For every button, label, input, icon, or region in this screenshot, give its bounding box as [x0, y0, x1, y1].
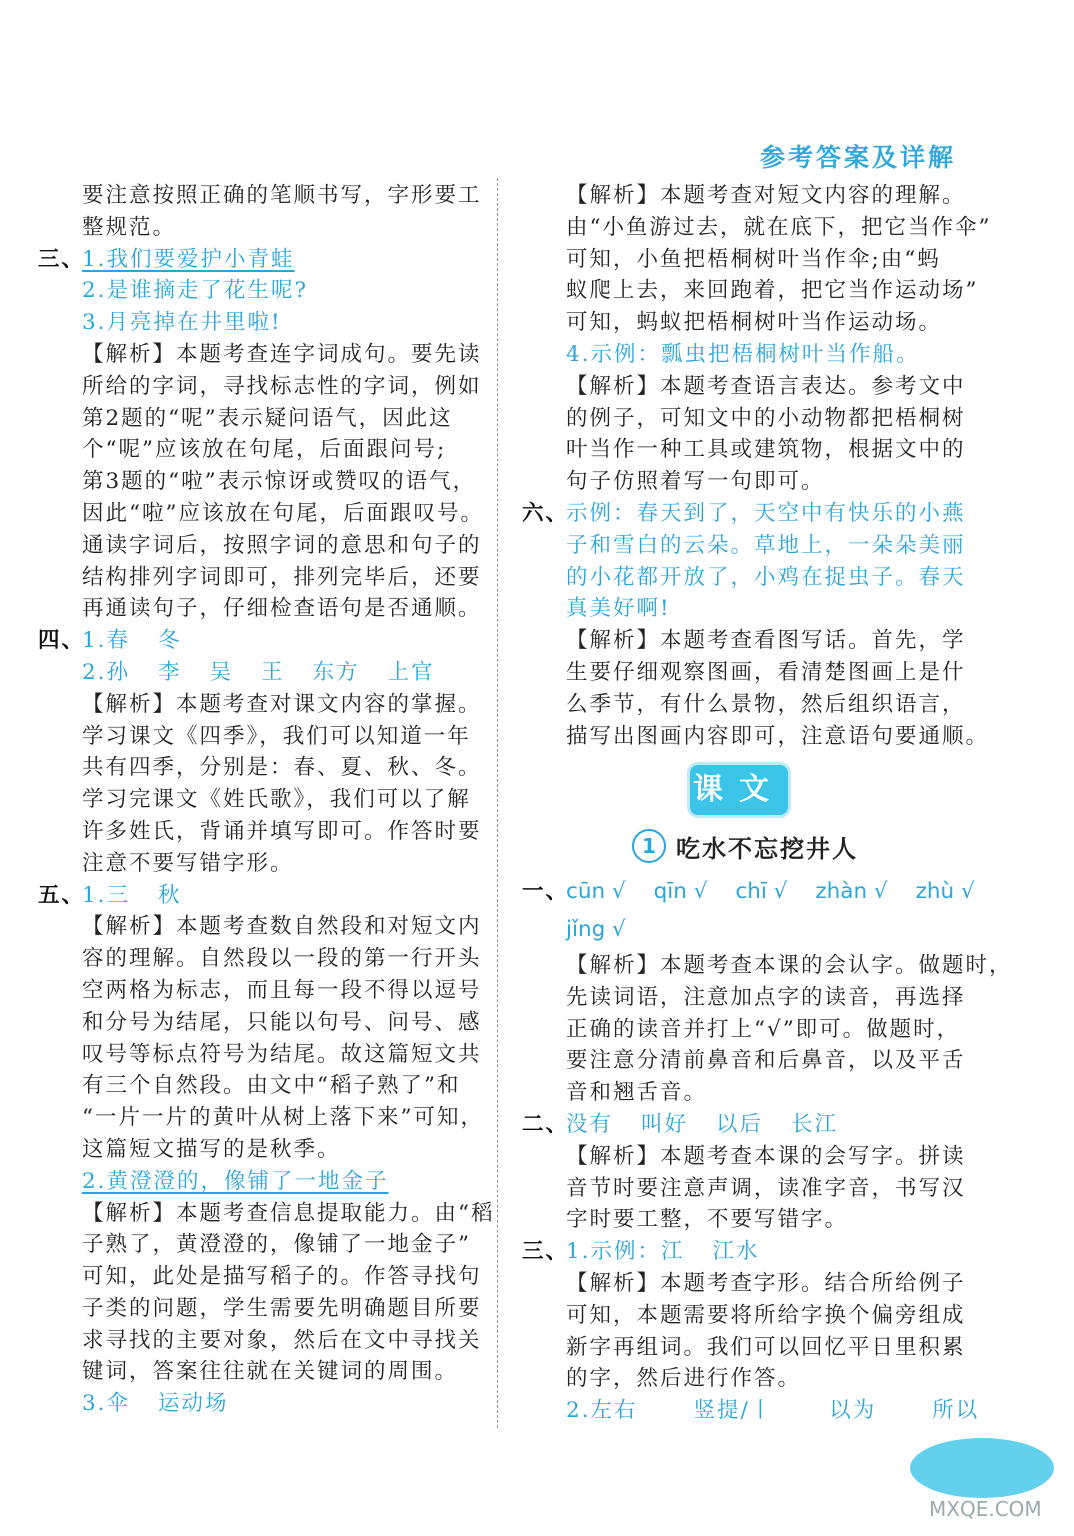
text-line: 第2题的“呢”表示疑问语气，因此这: [82, 405, 453, 431]
answer-word: 1.春: [82, 628, 131, 654]
text-line: 字时要工整，不要写错字。: [566, 1207, 849, 1233]
text-line: 【解析】本题考查看图写话。首先，学: [566, 628, 966, 654]
answer-line: 4.示例：瓢虫把梧桐树叶当作船。: [566, 341, 920, 367]
section-marker: 五、: [38, 882, 86, 908]
answer-word: 运动场: [158, 1391, 229, 1417]
answer-word: 东方: [312, 659, 360, 685]
answer-word: 王: [261, 659, 285, 685]
section-marker: 一、: [522, 879, 570, 904]
text-line: 结构排列字词即可，排列完毕后，还要: [82, 564, 482, 590]
text-line: 学习课文《四季》，我们可以知道一年: [82, 723, 471, 749]
text-line: 的字，然后进行作答。: [566, 1366, 802, 1392]
pinyin-answer: jǐng √: [566, 917, 626, 942]
pinyin-line: [522, 874, 975, 910]
answer-word: 长江: [791, 1111, 839, 1137]
text-line: 生要仔细观察图画，看清楚图画上是什: [566, 659, 966, 685]
answer-line: [38, 880, 478, 912]
answer-word: 秋: [158, 882, 182, 908]
text-line: 许多姓氏，背诵并填写即可。作答时要: [82, 818, 482, 844]
answer-word: 以为: [829, 1398, 877, 1424]
left-column: [38, 180, 495, 1420]
text-line: 求寻找的主要对象，然后在文中寻找关: [82, 1327, 482, 1353]
answer-text: 1.我们要爱护小青蛙: [82, 246, 295, 272]
text-line: 要注意分清前鼻音和后鼻音，以及平舌: [566, 1048, 966, 1074]
text-line: 音节时要注意声调，读准字音，书写汉: [566, 1175, 966, 1201]
lesson-number: 1: [632, 829, 666, 863]
text-line: 句子仿照着写一句即可。: [566, 469, 825, 495]
text-line: 【解析】本题考查数自然段和对短文内: [82, 914, 482, 940]
text-line: 描写出图画内容即可，注意语句要通顺。: [566, 723, 990, 749]
text-line: 先读词语，注意加点字的读音，再选择: [566, 984, 966, 1010]
text-line: 空两格为标志，而且每一段不得以逗号: [82, 977, 482, 1003]
text-line: 正确的读音并打上“√”即可。做题时，: [566, 1016, 961, 1042]
text-line: 个“呢”应该放在句尾，后面跟问号;: [82, 437, 447, 463]
answer-word: 3.伞: [82, 1391, 131, 1417]
answer-word: 所以: [932, 1398, 980, 1424]
answer-text: 2.黄澄澄的，像铺了一地金子: [82, 1168, 389, 1194]
text-line: 再通读句子，仔细检查语句是否通顺。: [82, 596, 482, 622]
answer-word: 1.示例：江: [566, 1239, 685, 1265]
pinyin-line: [522, 910, 962, 950]
answer-line: [522, 1236, 962, 1268]
lesson-title: 吃水不忘挖井人: [676, 834, 858, 863]
section-badge: 课文: [690, 765, 788, 815]
text-line: 【解析】本题考查对短文内容的理解。: [566, 183, 966, 208]
answer-word: 2.孙: [82, 659, 131, 685]
answer-line: 3.月亮掉在井里啦!: [82, 310, 282, 336]
text-line: 可知，蚂蚁把梧桐树叶当作运动场。: [566, 310, 943, 336]
answer-line: [38, 625, 478, 657]
text-line: 有三个自然段。由文中“稻子熟了”和: [82, 1073, 461, 1099]
answer-word: 没有: [566, 1111, 614, 1137]
section-marker: 三、: [38, 246, 86, 272]
text-line: 子类的问题，学生需要先明确题目所要: [82, 1295, 482, 1321]
text-line: 叹号等标点符号为结尾。故这篇短文共: [82, 1041, 482, 1067]
text-line: 可知，此处是描写稻子的。作答寻找句: [82, 1264, 482, 1290]
watermark-text: MXQE.COM: [929, 1497, 1042, 1521]
text-line: 因此“啦”应该放在句尾，后面跟叹号。: [82, 500, 484, 526]
answer-line: 子和雪白的云朵。草地上，一朵朵美丽: [566, 532, 966, 558]
text-line: “一片一片的黄叶从树上落下来”可知，: [82, 1105, 484, 1131]
right-column: [522, 180, 992, 752]
lesson-heading: [632, 828, 858, 864]
answer-line: 的小花都开放了，小鸡在捉虫子。春天: [566, 564, 966, 590]
answer-line: [522, 1395, 980, 1427]
answer-line: [38, 657, 478, 689]
answer-word: 上官: [387, 659, 435, 685]
answer-line: [38, 244, 478, 276]
text-line: 容的理解。自然段以一段的第一行开头: [82, 946, 482, 972]
answer-word: 1.三: [82, 882, 131, 908]
section-marker: 二、: [522, 1111, 570, 1137]
text-line: 共有四季，分别是：春、夏、秋、冬。: [82, 755, 482, 781]
answer-line: [522, 1109, 962, 1141]
text-line: 蚁爬上去，来回跑着，把它当作运动场”: [566, 278, 979, 304]
watermark-logo: [894, 1428, 1064, 1528]
text-line: 【解析】本题考查对课文内容的掌握。: [82, 691, 482, 717]
pinyin-answer: cūn √: [566, 879, 626, 904]
text-line: 的例子，可知文中的小动物都把梧桐树: [566, 405, 966, 431]
text-line: 子熟了，黄澄澄的，像铺了一地金子”: [82, 1232, 471, 1258]
section-marker: 三、: [522, 1239, 570, 1265]
column-divider: [497, 178, 498, 1428]
pinyin-answer: zhàn √: [815, 879, 888, 904]
section-marker: 六、: [522, 500, 570, 526]
pinyin-answer: qīn √: [653, 879, 708, 904]
text-line: 这篇短文描写的是秋季。: [82, 1136, 341, 1162]
text-line: 可知，小鱼把梧桐树叶当作伞;由“蚂: [566, 246, 941, 272]
answer-line: [522, 498, 966, 530]
answer-word: 冬: [158, 628, 182, 654]
text-line: 学习完课文《姓氏歌》，我们可以了解: [82, 787, 471, 813]
text-line: 叶当作一种工具或建筑物，根据文中的: [566, 437, 966, 463]
text-line: 由“小鱼游过去，就在底下，把它当作伞”: [566, 214, 992, 240]
answer-line: [38, 1166, 478, 1198]
text-line: 键词，答案往往就在关键词的周围。: [82, 1359, 459, 1385]
answer-line: [38, 1388, 478, 1420]
pinyin-answer: chī √: [735, 879, 788, 904]
text-line: 【解析】本题考查字形。结合所给例子: [566, 1270, 966, 1296]
answer-line: 真美好啊!: [566, 596, 671, 622]
text-line: 注意不要写错字形。: [82, 850, 294, 876]
text-line: 要注意按照正确的笔顺书写，字形要工: [82, 183, 482, 208]
page-header-title: 参考答案及详解: [759, 143, 956, 172]
text-line: 新字再组词。我们可以回忆平日里积累: [566, 1334, 966, 1360]
answer-word: 吴: [209, 659, 234, 685]
answer-text: 示例：春天到了，天空中有快乐的小燕: [566, 500, 966, 526]
text-line: 整规范。: [82, 214, 177, 240]
text-line: 音和翘舌音。: [566, 1080, 708, 1106]
text-line: 所给的字词，寻找标志性的字词，例如: [82, 373, 482, 399]
answer-word: 叫好: [641, 1111, 689, 1137]
text-line: 么季节，有什么景物，然后组织语言，: [566, 691, 966, 717]
text-line: 和分号为结尾，只能以句号、问号、感: [82, 1009, 482, 1035]
text-line: 【解析】本题考查语言表达。参考文中: [566, 373, 966, 399]
answer-word: 江水: [712, 1239, 760, 1265]
answer-word: 以后: [716, 1111, 764, 1137]
text-line: 【解析】本题考查本课的会写字。拼读: [566, 1143, 966, 1169]
text-line: 【解析】本题考查信息提取能力。由“稻: [82, 1200, 495, 1226]
text-line: 第3题的“啦”表示惊讶或赞叹的语气，: [82, 469, 477, 495]
answer-word: 2.左右: [566, 1398, 638, 1424]
text-line: 可知，本题需要将所给字换个偏旁组成: [566, 1302, 966, 1328]
answer-word: 李: [158, 659, 182, 685]
text-line: 通读字词后，按照字词的意思和句子的: [82, 532, 482, 558]
text-line: 【解析】本题考查本课的会认字。做题时，: [566, 953, 1013, 978]
text-line: 【解析】本题考查连字词成句。要先读: [82, 341, 482, 367]
answer-word: 竖提/丨: [693, 1398, 774, 1424]
right-column-lower: [522, 874, 1013, 1427]
pinyin-answer: zhù √: [915, 879, 975, 904]
section-marker: 四、: [38, 628, 86, 654]
answer-line: 2.是谁摘走了花生呢?: [82, 278, 309, 304]
